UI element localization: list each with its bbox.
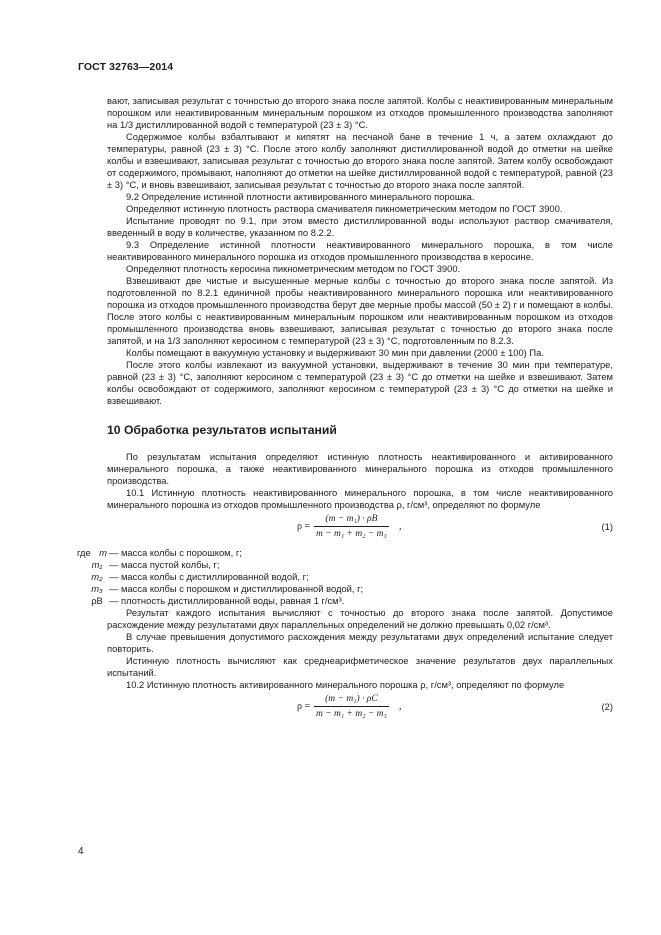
variable-symbol: m₁: [91, 559, 103, 570]
variable-row: [91, 583, 613, 595]
formula-fraction: [314, 513, 389, 540]
paragraph: После этого колбы извлекают из вакуумной установки, выдерживают в течение 30 мин при температуре, равной (23 ± 3) °С, заполняют керосином с температурой (23 ± 3) °С до отметки на шейке и взвешивают. Затем колбы освобождают от содержимого, заполняют керосином с температурой (23 ± 3) °С до отметки на шейке и взвешивают.: [107, 359, 613, 406]
section-heading: 10 Обработка результатов испытаний: [107, 423, 337, 437]
variable-symbol: m₂: [91, 571, 103, 582]
formula-lhs: ρ =: [297, 521, 311, 532]
document-body: [77, 95, 613, 727]
paragraph: Колбы помещают в вакуумную установку и выдерживают 30 мин при давлении (2000 ± 100) Па.: [126, 347, 544, 358]
paragraph: Испытание проводят по 9.1, при этом вместо дистиллированной воды используют раствор смачивателя, введенный в воду в количестве, указанном по 8.2.2.: [107, 215, 613, 238]
formula-numerator: (m − m₁) · ρС: [325, 694, 378, 704]
where-word: где: [77, 547, 91, 558]
paragraph: Определяют истинную плотность раствора смачивателя пикнометрическим методом по ГОСТ 3900.: [126, 203, 563, 214]
variable-symbol: m₃: [91, 583, 103, 594]
paragraph: Определяют плотность керосина пикнометрическим методом по ГОСТ 3900.: [126, 263, 461, 274]
formula-denominator: m − m₁ + m₂ − m₃: [314, 706, 389, 720]
paragraph: Результат каждого испытания вычисляют с точностью до второго знака после запятой. Допустимое расхождение между результатами двух параллельных определений не должно превышать 0,02 г/см³.: [107, 607, 613, 630]
formula-number: (1): [601, 521, 613, 532]
variable-symbol: m: [99, 547, 107, 558]
paragraph: вают, записывая результат с точностью до второго знака после запятой. Колбы с неактивированным минеральным порошком или неактивированным минеральным порошком из отходов промышленного производства заполняют на 1/3 дистиллированной водой с температурой (23 ± 3) °С.: [107, 95, 613, 130]
paragraph: Содержимое колбы взбалтывают и кипятят на песчаной бане в течение 1 ч, а затем охлаждают до температуры, равной (23 ± 3) °С. После этого колбу заполняют дистиллированной водой до отметки на шейке колбы и взвешивают, записывая результат с точностью до второго знака после запятой. Затем колбу освобождают от содержимого, промывают, наполняют до отметки на шейке дистиллированной водой с температурой, равной (23 ± 3) °С, и вновь взвешивают, записывая результат с точностью до второго знака после запятой.: [107, 131, 613, 190]
formula-2: [107, 693, 613, 723]
variable-definition: — плотность дистиллированной воды, равная 1 г/см³.: [109, 595, 345, 606]
formula-comma: ,: [399, 701, 402, 712]
paragraph: Истинную плотность вычисляют как среднеарифметическое значение результатов двух параллельных испытаний.: [107, 655, 613, 678]
variable-row: [77, 547, 613, 559]
variable-row: [91, 595, 613, 607]
formula-comma: ,: [399, 521, 402, 532]
document-header: ГОСТ 32763—2014: [78, 61, 174, 73]
paragraph: 10.1 Истинную плотность неактивированного минерального порошка, в том числе неактивированного минерального порошка из отходов промышленного производства ρ, г/см³, определяют по формуле: [107, 487, 613, 510]
variable-definition: — масса колбы с дистиллированной водой, г;: [109, 571, 309, 582]
formula-numerator: (m − m₁) · ρВ: [325, 514, 378, 524]
variable-definition: — масса пустой колбы, г;: [109, 559, 220, 570]
formula-number: (2): [601, 701, 613, 712]
page-number: 4: [78, 846, 84, 857]
variable-definition: — масса колбы с порошком, г;: [109, 547, 242, 558]
formula-1: [107, 513, 613, 543]
variable-row: [91, 559, 613, 571]
formula-denominator: m − m₁ + m₂ − m₃: [314, 526, 389, 540]
variable-symbol: ρВ: [91, 595, 103, 606]
paragraph: 10.2 Истинную плотность активированного минерального порошка ρ, г/см³, определяют по формуле: [126, 679, 565, 690]
clause-heading: 9.3 Определение истинной плотности неактивированного минерального порошка, в том числе неактивированного минерального порошка из отходов промышленного производства в керосине.: [107, 239, 613, 262]
variable-row: [91, 571, 613, 583]
formula-fraction: [314, 693, 389, 720]
formula-lhs: ρ =: [297, 701, 311, 712]
variable-definition: — масса колбы с порошком и дистиллированной водой, г;: [109, 583, 364, 594]
clause-heading: 9.2 Определение истинной плотности активированного минерального порошка.: [126, 191, 475, 202]
paragraph: Взвешивают две чистые и высушенные мерные колбы с точностью до второго знака после запятой. Из подготовленной по 8.2.1 единичной пробы неактивированного минерального порошка или неактивированного порошка из отходов промышленного производства берут две мерные пробы массой (50 ± 2) г и помещают в колбы. После этого колбы с неактивированным минеральным порошком или неактивированным порошком из отходов промышленного производства вновь взвешивают, записывая результат с точностью до второго знака после запятой, и на 1/3 заполняют керосином с температурой (23 ± 3) °С, подготовленным по 8.2.3.: [107, 275, 613, 346]
paragraph: В случае превышения допустимого расхождения между результатами двух определений испытание следует повторить.: [107, 631, 613, 654]
variable-list: [77, 547, 613, 607]
paragraph: По результатам испытания определяют истинную плотность неактивированного и активированного минерального порошка, а также неактивированного минерального порошка из отходов промышленного производства.: [107, 451, 613, 486]
